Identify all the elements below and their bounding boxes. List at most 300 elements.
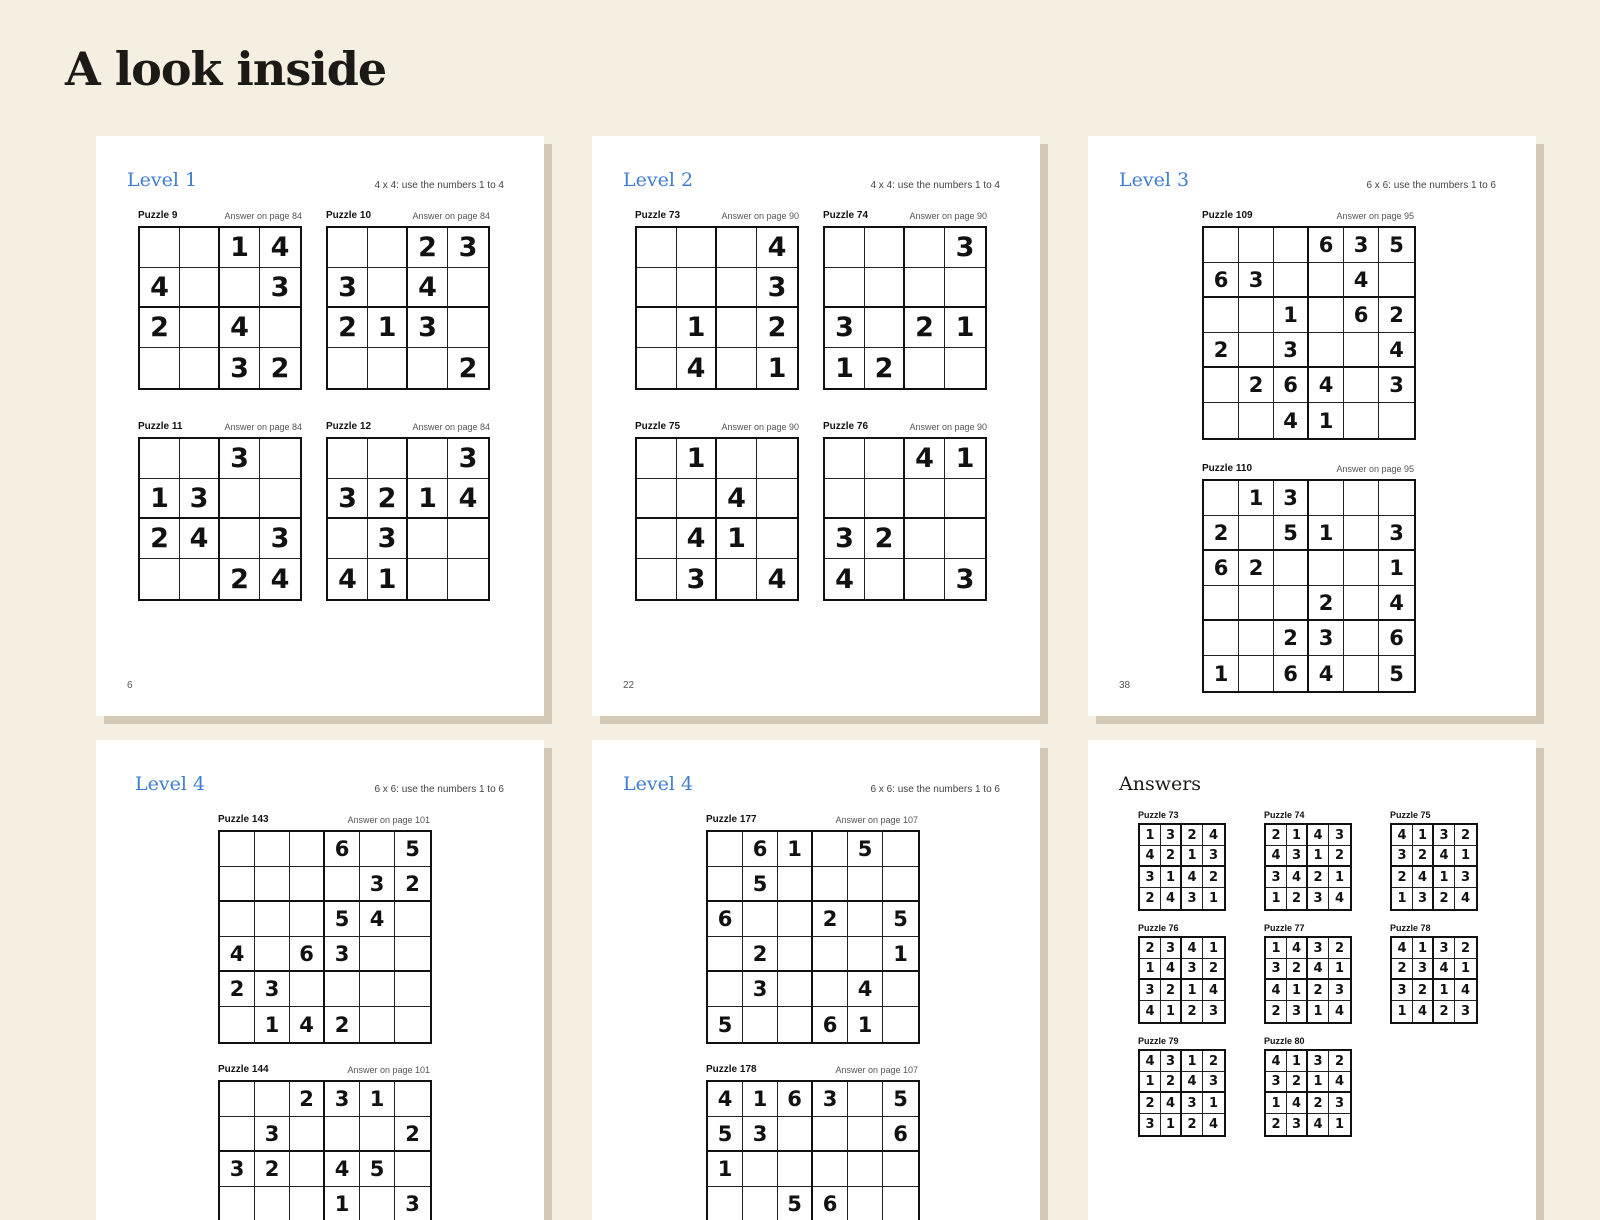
grid-cell: 2 (1329, 846, 1350, 867)
grid-cell: 4 (767, 563, 787, 595)
grid-cell: 2 (1203, 959, 1224, 980)
grid-cell: 3 (757, 268, 797, 308)
grid-cell (395, 1007, 430, 1042)
puzzle-grid (635, 437, 799, 601)
grid-cell: 5 (883, 1082, 918, 1117)
grid-cell (905, 348, 945, 388)
grid-cell (1309, 298, 1344, 333)
grid-cell: 1 (778, 832, 813, 867)
grid-cell: 1 (1308, 1001, 1329, 1022)
grid-cell: 1 (708, 1152, 743, 1187)
grid-cell: 2 (1455, 938, 1476, 959)
grid-cell (180, 228, 220, 268)
grid-cell: 4 (180, 519, 220, 559)
answer-title: Puzzle 75 (1390, 810, 1431, 820)
grid-cell (255, 1187, 290, 1220)
grid-cell (408, 559, 448, 599)
grid-cell: 2 (1161, 846, 1182, 867)
grid-cell (677, 268, 717, 308)
grid-cell (708, 867, 743, 902)
book-page-level-4-b (592, 740, 1040, 1220)
grid-cell (778, 937, 813, 972)
grid-cell (220, 832, 255, 867)
grid-cell: 1 (743, 1082, 778, 1117)
grid-cell: 3 (1203, 1072, 1224, 1093)
grid-cell: 1 (1266, 938, 1287, 959)
puzzle-title: Puzzle 9 (138, 210, 178, 221)
grid-cell (637, 268, 677, 308)
grid-cell: 1 (1140, 959, 1161, 980)
grid-cell: 2 (1308, 980, 1329, 1001)
grid-cell: 1 (945, 308, 985, 348)
rule-text: 4 x 4: use the numbers 1 to 4 (374, 180, 504, 191)
book-page-level-3 (1088, 136, 1536, 716)
grid-cell (883, 1007, 918, 1042)
grid-cell (848, 1187, 883, 1220)
grid-cell: 3 (1413, 959, 1434, 980)
answer-grid (1264, 823, 1352, 911)
grid-cell (813, 972, 848, 1007)
grid-cell: 1 (408, 479, 448, 519)
grid-cell (1274, 586, 1309, 621)
grid-cell: 2 (865, 348, 905, 388)
grid-cell: 1 (140, 479, 180, 519)
grid-cell (865, 268, 905, 308)
grid-cell (260, 439, 300, 479)
grid-cell (1309, 263, 1344, 298)
grid-cell (1344, 333, 1379, 368)
answers-heading: Answers (1119, 773, 1202, 795)
grid-cell (360, 972, 395, 1007)
grid-cell (255, 832, 290, 867)
grid-cell (255, 937, 290, 972)
grid-cell (395, 972, 430, 1007)
grid-cell: 1 (717, 519, 757, 559)
grid-cell: 5 (883, 902, 918, 937)
answer-reference: Answer on page 90 (909, 422, 987, 432)
grid-cell: 2 (328, 308, 368, 348)
grid-cell: 1 (1182, 1051, 1203, 1072)
grid-cell: 1 (1287, 980, 1308, 1001)
rule-text: 4 x 4: use the numbers 1 to 4 (870, 180, 1000, 191)
grid-cell: 3 (1308, 1051, 1329, 1072)
grid-cell: 4 (1413, 1001, 1434, 1022)
grid-cell: 3 (1329, 980, 1350, 1001)
grid-cell: 4 (1379, 586, 1414, 621)
grid-cell (945, 268, 985, 308)
grid-cell: 5 (325, 902, 360, 937)
grid-cell: 4 (1344, 263, 1379, 298)
grid-cell: 6 (1309, 228, 1344, 263)
grid-cell (865, 228, 905, 268)
grid-cell: 2 (1434, 888, 1455, 909)
grid-cell (708, 972, 743, 1007)
grid-cell: 2 (140, 519, 180, 559)
grid-cell: 5 (395, 832, 430, 867)
grid-cell: 4 (1334, 891, 1345, 906)
grid-cell (813, 832, 848, 867)
level-title: Level 4 (135, 773, 206, 795)
grid-cell: 2 (1392, 867, 1413, 888)
grid-cell (813, 1117, 848, 1152)
grid-cell (180, 348, 220, 388)
grid-cell: 1 (325, 1187, 360, 1220)
grid-cell (825, 439, 865, 479)
grid-cell: 3 (1308, 888, 1329, 909)
grid-cell (220, 479, 260, 519)
grid-cell (290, 1117, 325, 1152)
grid-cell: 3 (448, 439, 488, 479)
answer-reference: Answer on page 90 (721, 422, 799, 432)
grid-cell: 5 (360, 1152, 395, 1187)
grid-cell (140, 348, 180, 388)
grid-cell: 3 (260, 268, 300, 308)
grid-cell: 1 (368, 308, 408, 348)
grid-cell (328, 228, 368, 268)
book-page-level-4-a (96, 740, 544, 1220)
grid-cell: 2 (1329, 1051, 1350, 1072)
grid-cell: 4 (1308, 1114, 1329, 1135)
puzzle-grid (823, 437, 987, 601)
grid-cell: 4 (360, 902, 395, 937)
grid-cell: 4 (1309, 656, 1344, 691)
grid-cell (778, 1152, 813, 1187)
grid-cell: 6 (813, 1187, 848, 1220)
grid-cell: 3 (1434, 938, 1455, 959)
grid-cell (905, 519, 945, 559)
book-page-level-2 (592, 136, 1040, 716)
grid-cell (290, 832, 325, 867)
grid-cell (260, 479, 300, 519)
grid-cell (848, 1152, 883, 1187)
grid-cell: 4 (260, 228, 300, 268)
grid-cell (708, 937, 743, 972)
grid-cell (865, 559, 905, 599)
grid-cell: 4 (1334, 1004, 1345, 1019)
grid-cell: 3 (1203, 846, 1224, 867)
grid-cell (637, 348, 677, 388)
grid-cell (677, 479, 717, 519)
grid-cell: 4 (1140, 846, 1161, 867)
grid-cell: 3 (1413, 888, 1434, 909)
grid-cell: 4 (328, 559, 368, 599)
grid-cell: 2 (1413, 980, 1434, 1001)
puzzle-title: Puzzle 143 (218, 814, 269, 825)
grid-cell: 2 (743, 937, 778, 972)
grid-cell: 5 (1274, 516, 1309, 551)
grid-cell: 3 (1329, 1093, 1350, 1114)
grid-cell: 1 (1239, 481, 1274, 516)
grid-cell: 3 (1287, 1001, 1308, 1022)
grid-cell (637, 479, 677, 519)
grid-cell: 3 (220, 439, 260, 479)
grid-cell (848, 1082, 883, 1117)
grid-cell (848, 867, 883, 902)
grid-cell (220, 268, 260, 308)
grid-cell (883, 1187, 918, 1220)
grid-cell: 4 (270, 563, 290, 595)
answer-grid (1264, 936, 1352, 1024)
grid-cell: 4 (1287, 938, 1308, 959)
grid-cell (778, 867, 813, 902)
answer-reference: Answer on page 107 (835, 1065, 918, 1075)
grid-cell (825, 479, 865, 519)
grid-cell: 3 (325, 1082, 360, 1117)
grid-cell (1309, 333, 1344, 368)
grid-cell: 3 (220, 1152, 255, 1187)
grid-cell: 5 (708, 1117, 743, 1152)
grid-cell: 2 (1182, 825, 1203, 846)
grid-cell: 2 (1434, 1001, 1455, 1022)
grid-cell (865, 308, 905, 348)
answer-grid (1138, 936, 1226, 1024)
grid-cell: 4 (220, 308, 260, 348)
grid-cell: 4 (1266, 1051, 1287, 1072)
grid-cell: 5 (708, 1007, 743, 1042)
answer-reference: Answer on page 101 (347, 1065, 430, 1075)
grid-cell (1239, 228, 1274, 263)
grid-cell: 3 (260, 519, 300, 559)
grid-cell: 1 (1274, 298, 1309, 333)
answer-title: Puzzle 73 (1138, 810, 1179, 820)
grid-cell: 4 (1182, 938, 1203, 959)
grid-cell: 3 (1344, 228, 1379, 263)
grid-cell (220, 519, 260, 559)
grid-cell: 4 (220, 937, 255, 972)
grid-cell: 3 (1266, 959, 1287, 980)
grid-cell: 1 (1204, 656, 1239, 691)
grid-cell (290, 867, 325, 902)
grid-cell (255, 1082, 290, 1117)
grid-cell: 3 (1140, 980, 1161, 1001)
grid-cell (1204, 228, 1239, 263)
grid-cell: 3 (1266, 1072, 1287, 1093)
grid-cell: 4 (1287, 867, 1308, 888)
grid-cell: 1 (1208, 891, 1219, 906)
grid-cell (290, 1187, 325, 1220)
grid-cell: 4 (1161, 959, 1182, 980)
grid-cell: 3 (1455, 867, 1476, 888)
grid-cell (290, 972, 325, 1007)
answer-reference: Answer on page 95 (1336, 464, 1414, 474)
grid-cell: 2 (1308, 867, 1329, 888)
grid-cell: 4 (1287, 1093, 1308, 1114)
grid-cell: 1 (1329, 867, 1350, 888)
grid-cell (1344, 403, 1379, 438)
grid-cell (637, 308, 677, 348)
grid-cell (255, 902, 290, 937)
grid-cell (395, 902, 430, 937)
grid-cell: 2 (458, 352, 478, 384)
grid-cell (743, 1187, 778, 1220)
grid-cell (865, 439, 905, 479)
grid-cell: 2 (408, 228, 448, 268)
grid-cell (1344, 368, 1379, 403)
grid-cell: 3 (328, 479, 368, 519)
puzzle-title: Puzzle 144 (218, 1064, 269, 1075)
grid-cell (140, 228, 180, 268)
answer-reference: Answer on page 84 (224, 211, 302, 221)
grid-cell: 1 (255, 1007, 290, 1042)
grid-cell: 2 (1182, 1114, 1203, 1135)
grid-cell (1204, 481, 1239, 516)
grid-cell: 3 (1379, 368, 1414, 403)
grid-cell: 3 (255, 972, 290, 1007)
grid-cell: 3 (328, 268, 368, 308)
grid-cell: 4 (1182, 1072, 1203, 1093)
grid-cell (1204, 621, 1239, 656)
grid-cell: 2 (1161, 980, 1182, 1001)
grid-cell (717, 559, 757, 599)
page-number: 6 (127, 680, 133, 691)
grid-cell: 2 (1182, 1001, 1203, 1022)
grid-cell: 3 (395, 1187, 430, 1220)
page-number: 38 (1119, 680, 1131, 691)
puzzle-grid (823, 226, 987, 390)
grid-cell: 1 (677, 308, 717, 348)
grid-cell (757, 439, 797, 479)
grid-cell (408, 439, 448, 479)
grid-cell (1344, 551, 1379, 586)
grid-cell (865, 479, 905, 519)
grid-cell: 2 (1274, 621, 1309, 656)
grid-cell: 4 (290, 1007, 325, 1042)
grid-cell: 6 (883, 1117, 918, 1152)
grid-cell (328, 519, 368, 559)
grid-cell: 3 (1182, 959, 1203, 980)
grid-cell (778, 972, 813, 1007)
grid-cell: 1 (1455, 846, 1476, 867)
grid-cell: 2 (140, 308, 180, 348)
grid-cell: 2 (270, 352, 290, 384)
grid-cell: 1 (1434, 867, 1455, 888)
grid-cell: 3 (825, 519, 865, 559)
grid-cell: 4 (408, 268, 448, 308)
grid-cell: 1 (1287, 1051, 1308, 1072)
grid-cell: 4 (717, 479, 757, 519)
grid-cell (778, 902, 813, 937)
answer-reference: Answer on page 95 (1336, 211, 1414, 221)
grid-cell (290, 902, 325, 937)
rule-text: 6 x 6: use the numbers 1 to 6 (374, 784, 504, 795)
grid-cell (813, 1152, 848, 1187)
grid-cell: 4 (677, 348, 717, 388)
grid-cell (1344, 656, 1379, 691)
grid-cell: 1 (1392, 888, 1413, 909)
grid-cell: 3 (1392, 980, 1413, 1001)
grid-cell (180, 268, 220, 308)
grid-cell: 4 (1203, 825, 1224, 846)
level-title: Level 3 (1119, 169, 1190, 191)
answer-title: Puzzle 79 (1138, 1036, 1179, 1046)
grid-cell: 4 (708, 1082, 743, 1117)
answer-grid (1390, 936, 1478, 1024)
grid-cell: 1 (220, 228, 260, 268)
grid-cell: 4 (1379, 333, 1414, 368)
grid-cell: 4 (1140, 1051, 1161, 1072)
grid-cell: 2 (325, 1007, 360, 1042)
answer-reference: Answer on page 90 (909, 211, 987, 221)
grid-cell (637, 228, 677, 268)
grid-cell: 2 (1309, 586, 1344, 621)
grid-cell: 4 (1413, 867, 1434, 888)
grid-cell: 2 (1239, 368, 1274, 403)
grid-cell: 3 (1182, 888, 1203, 909)
grid-cell (220, 1007, 255, 1042)
grid-cell: 2 (1140, 888, 1161, 909)
puzzle-title: Puzzle 109 (1202, 210, 1253, 221)
grid-cell (260, 308, 300, 348)
grid-cell (220, 1187, 255, 1220)
grid-cell (883, 867, 918, 902)
grid-cell: 1 (1379, 551, 1414, 586)
grid-cell: 4 (448, 479, 488, 519)
grid-cell: 3 (368, 519, 408, 559)
grid-cell: 1 (1203, 938, 1224, 959)
grid-cell: 1 (1161, 1114, 1182, 1135)
grid-cell: 3 (1274, 333, 1309, 368)
grid-cell: 1 (1140, 1072, 1161, 1093)
grid-cell (778, 1007, 813, 1042)
grid-cell: 6 (708, 902, 743, 937)
grid-cell: 4 (140, 268, 180, 308)
grid-cell: 2 (1287, 1072, 1308, 1093)
grid-cell (1274, 228, 1309, 263)
grid-cell (1204, 298, 1239, 333)
book-page-level-1 (96, 136, 544, 716)
puzzle-title: Puzzle 10 (326, 210, 372, 221)
grid-cell: 4 (1329, 1072, 1350, 1093)
grid-cell (368, 348, 408, 388)
level-title: Level 4 (623, 773, 694, 795)
grid-cell: 6 (1274, 656, 1309, 691)
puzzle-grid (706, 830, 920, 1044)
puzzle-title: Puzzle 178 (706, 1064, 757, 1075)
grid-cell: 4 (1266, 846, 1287, 867)
grid-cell (825, 228, 865, 268)
answer-reference: Answer on page 107 (835, 815, 918, 825)
grid-cell (360, 937, 395, 972)
grid-cell (778, 1117, 813, 1152)
grid-cell (368, 268, 408, 308)
grid-cell (395, 1082, 430, 1117)
grid-cell (448, 308, 488, 348)
grid-cell: 1 (1203, 1093, 1224, 1114)
grid-cell (1274, 551, 1309, 586)
grid-cell: 4 (1208, 1117, 1219, 1132)
grid-cell: 2 (1266, 825, 1287, 846)
grid-cell (325, 972, 360, 1007)
grid-cell (448, 268, 488, 308)
grid-cell: 3 (1308, 938, 1329, 959)
grid-cell: 4 (1274, 403, 1309, 438)
grid-cell: 1 (1161, 1001, 1182, 1022)
grid-cell: 3 (1161, 1051, 1182, 1072)
grid-cell: 3 (408, 308, 448, 348)
grid-cell: 1 (1140, 825, 1161, 846)
grid-cell (757, 519, 797, 559)
grid-cell: 4 (1392, 825, 1413, 846)
grid-cell (180, 439, 220, 479)
grid-cell: 2 (1287, 959, 1308, 980)
grid-cell: 2 (905, 308, 945, 348)
level-title: Level 2 (623, 169, 694, 191)
grid-cell: 2 (395, 1117, 430, 1152)
grid-cell: 1 (1329, 959, 1350, 980)
grid-cell: 1 (1455, 959, 1476, 980)
answer-reference: Answer on page 84 (412, 211, 490, 221)
grid-cell (1309, 551, 1344, 586)
